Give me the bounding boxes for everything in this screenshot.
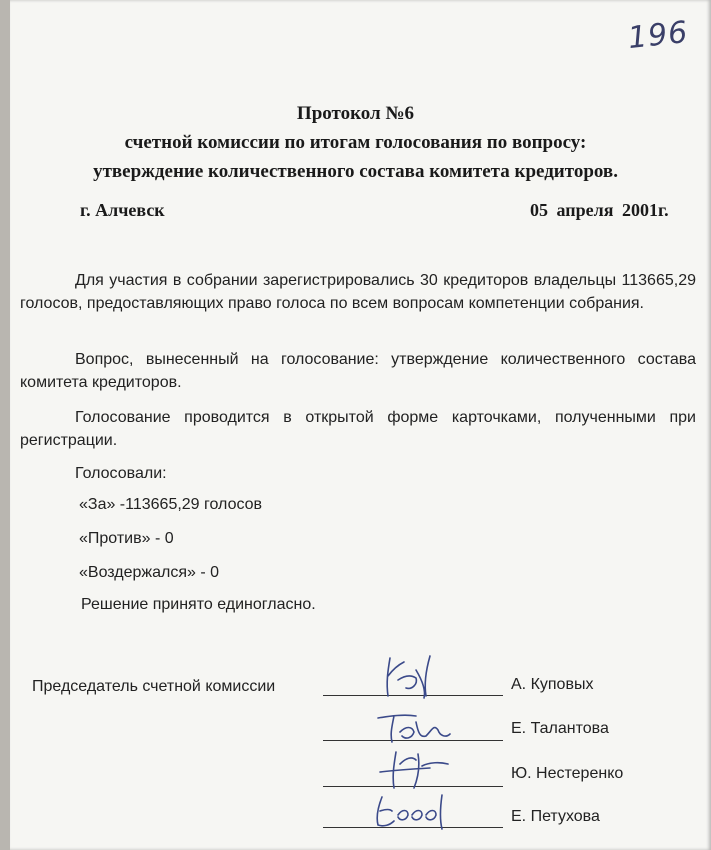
handwritten-signature-1	[360, 650, 480, 700]
paragraph-registration	[20, 269, 696, 315]
city: г. Алчевск	[80, 200, 165, 220]
protocol-title	[0, 99, 711, 186]
signatory-name-1: А. Куповых	[511, 676, 594, 693]
signatory-name-4: Е. Петухова	[511, 808, 600, 825]
decision: Решение принято единогласно.	[81, 596, 316, 613]
chair-label: Председатель счетной комиссии	[32, 678, 276, 695]
handwritten-signature-4	[360, 785, 480, 835]
paragraph-voting-method-text: Голосование проводится в открытой форме карточками, полученными при регистрации.	[20, 409, 696, 449]
signatory-name-2: Е. Талантова	[511, 720, 609, 737]
paragraph-voting-method	[20, 406, 696, 452]
voting-heading: Голосовали:	[75, 465, 167, 482]
signatory-name-3: Ю. Нестеренко	[511, 765, 624, 782]
handwritten-page-number: 196	[626, 14, 690, 57]
title-line-2: счетной комиссии по итогам голосования по вопросу:	[124, 132, 587, 153]
vote-for: «За» -113665,29 голосов	[79, 496, 263, 513]
title-line-3: утверждение количественного состава комитета кредиторов.	[93, 161, 618, 182]
vote-against: «Против» - 0	[79, 530, 174, 547]
paragraph-question-text: Вопрос, вынесенный на голосование: утверждение количественного состава комитета кредиторов.	[20, 351, 696, 391]
paragraph-registration-text: Для участия в собрании зарегистрировались 30 кредиторов владельцы 113665,29 голосов, предоставляющих право голоса по всем вопросам компетенции собрания.	[20, 272, 696, 312]
paragraph-question	[20, 348, 696, 394]
vote-abstained: «Воздержался» - 0	[79, 564, 220, 581]
title-line-1: Протокол №6	[296, 103, 415, 124]
date: 05 апреля 2001г.	[530, 200, 669, 220]
